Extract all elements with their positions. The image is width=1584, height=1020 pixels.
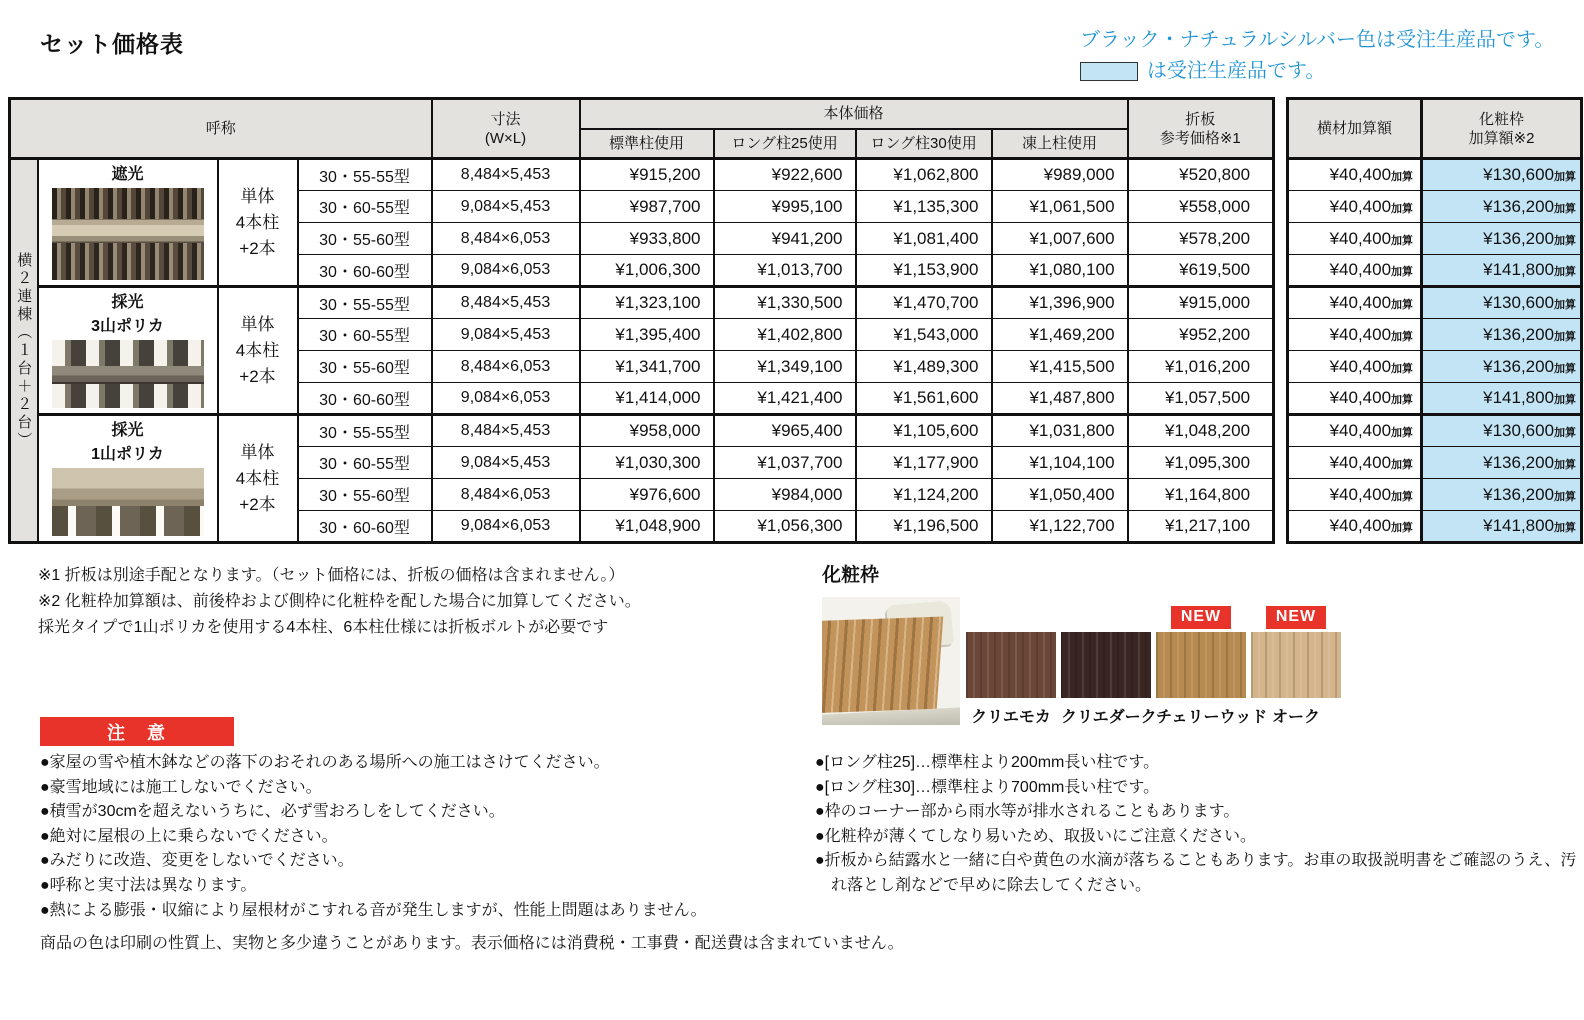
kasan-suffix: 加算: [1391, 490, 1414, 503]
new-badge: NEW: [1266, 606, 1326, 629]
kasan-suffix: 加算: [1554, 427, 1577, 439]
header-long30-pillar: ロング柱30使用: [856, 129, 992, 159]
price-seppan: ¥952,200: [1128, 319, 1274, 351]
header-dim-line1: 寸法: [490, 110, 521, 128]
header-seppan-price: [1128, 99, 1274, 159]
keshowaku-amount: ¥130,600: [1483, 293, 1555, 312]
pillar-line3: +2本: [239, 494, 276, 514]
kasan-suffix: 加算: [1554, 490, 1577, 503]
price-long30: ¥1,177,900: [856, 447, 992, 479]
order-note-line2: は受注生産品です。: [1147, 60, 1326, 82]
kasan-suffix: 加算: [1554, 299, 1577, 311]
right-notes: [815, 751, 1584, 899]
price-long30: ¥1,561,600: [856, 383, 992, 415]
pillar-line1: 単体: [240, 186, 275, 206]
price-yokozai: [1288, 287, 1422, 319]
price-seppan: ¥619,500: [1128, 255, 1274, 287]
price-long25: ¥1,421,400: [714, 383, 856, 415]
price-long30: ¥1,153,900: [856, 255, 992, 287]
keshowaku-amount: ¥130,600: [1483, 165, 1555, 184]
price-long30: ¥1,543,000: [856, 319, 992, 351]
pillar-spec: [218, 287, 298, 415]
product-name-line1: 遮光: [111, 166, 144, 183]
price-long25: ¥965,400: [714, 415, 856, 447]
caution-item: ●豪雪地域には施工しないでください。: [40, 778, 322, 796]
table-row: [10, 159, 1582, 191]
price-standard: ¥933,800: [580, 223, 714, 255]
price-long25: ¥984,000: [714, 479, 856, 511]
price-standard: ¥958,000: [580, 415, 714, 447]
price-keshowaku: [1422, 255, 1582, 287]
kasan-suffix: 加算: [1554, 394, 1577, 406]
price-keshowaku: [1422, 415, 1582, 447]
size-cell: 30・60-60型: [298, 383, 432, 415]
dim-cell: 8,484×6,053: [432, 351, 580, 383]
side-label: 横２連棟（１台＋２台）: [10, 159, 38, 543]
swatch-label: オーク: [1271, 709, 1320, 726]
header-long25-pillar: ロング柱25使用: [714, 129, 856, 159]
product-name: [39, 291, 217, 339]
price-keshowaku: [1422, 447, 1582, 479]
keshowaku-amount: ¥141,800: [1483, 516, 1555, 535]
size-cell: 30・60-55型: [298, 191, 432, 223]
price-seppan: ¥1,164,800: [1128, 479, 1274, 511]
size-cell: 30・55-60型: [298, 223, 432, 255]
price-standard: ¥1,323,100: [580, 287, 714, 319]
table-row: [10, 287, 1582, 319]
price-frost: ¥1,487,800: [992, 383, 1128, 415]
yokozai-amount: ¥40,400: [1329, 452, 1392, 472]
header-name: 呼称: [10, 99, 432, 159]
keshowaku-amount: ¥141,800: [1483, 388, 1555, 407]
price-long25: ¥1,402,800: [714, 319, 856, 351]
right-note-item: ●化粧枠が薄くてしなり易いため、取扱いにご注意ください。: [815, 827, 1257, 845]
price-frost: ¥1,061,500: [992, 191, 1128, 223]
header-dimensions: [432, 99, 580, 159]
swatch-color: [1061, 632, 1151, 698]
price-keshowaku: [1422, 479, 1582, 511]
price-long30: ¥1,124,200: [856, 479, 992, 511]
price-keshowaku: [1422, 511, 1582, 543]
price-frost: ¥1,469,200: [992, 319, 1128, 351]
price-long30: ¥1,135,300: [856, 191, 992, 223]
frame-photo-wood: [822, 617, 943, 714]
keshowaku-amount: ¥130,600: [1483, 421, 1555, 440]
kasan-suffix: 加算: [1554, 522, 1577, 534]
price-long25: ¥1,056,300: [714, 511, 856, 543]
product-cell-shade: [38, 159, 218, 287]
dim-cell: 8,484×5,453: [432, 415, 580, 447]
keshowaku-amount: ¥136,200: [1483, 324, 1555, 344]
price-frost: ¥1,031,800: [992, 415, 1128, 447]
header-kesho-line1: 化粧枠: [1479, 110, 1525, 128]
right-note-item: ●[ロング柱30]…標準柱より700mm長い柱です。: [815, 778, 1160, 796]
price-seppan: ¥1,048,200: [1128, 415, 1274, 447]
kasan-suffix: 加算: [1554, 266, 1577, 278]
price-table-wrap: [8, 97, 1583, 544]
yokozai-amount: ¥40,400: [1329, 165, 1392, 184]
caution-item: ●積雪が30cmを超えないうちに、必ず雪おろしをしてください。: [40, 803, 505, 821]
price-keshowaku: [1422, 319, 1582, 351]
price-yokozai: [1288, 319, 1422, 351]
yokozai-amount: ¥40,400: [1329, 356, 1392, 376]
price-seppan: ¥1,217,100: [1128, 511, 1274, 543]
product-photo-3yama: [52, 340, 204, 408]
price-frost: ¥989,000: [992, 159, 1128, 191]
caution-list: [40, 751, 795, 923]
kasan-suffix: 加算: [1391, 458, 1414, 471]
size-cell: 30・55-60型: [298, 351, 432, 383]
price-long25: ¥941,200: [714, 223, 856, 255]
pillar-line3: +2本: [239, 366, 276, 386]
pillar-line1: 単体: [240, 442, 275, 462]
swatch-cherrywood: [1156, 592, 1268, 727]
price-frost: ¥1,415,500: [992, 351, 1128, 383]
price-long30: ¥1,105,600: [856, 415, 992, 447]
header-seppan-line2: 参考価格※1: [1159, 129, 1241, 147]
price-long25: ¥922,600: [714, 159, 856, 191]
swatch-label: クリエダーク: [1061, 709, 1157, 726]
price-long30: ¥1,470,700: [856, 287, 992, 319]
price-seppan: ¥1,095,300: [1128, 447, 1274, 479]
keshowaku-amount: ¥136,200: [1483, 228, 1555, 248]
kasan-suffix: 加算: [1391, 171, 1414, 183]
yokozai-amount: ¥40,400: [1329, 484, 1392, 504]
price-frost: ¥1,396,900: [992, 287, 1128, 319]
dim-cell: 8,484×6,053: [432, 479, 580, 511]
price-yokozai: [1288, 415, 1422, 447]
swatch-color: [966, 632, 1056, 698]
footer-note: 商品の色は印刷の性質上、実物と多少違うことがあります。表示価格には消費税・工事費・配送費は含まれていません。: [40, 935, 904, 952]
price-long25: ¥1,037,700: [714, 447, 856, 479]
size-cell: 30・55-60型: [298, 479, 432, 511]
caution-item: ●絶対に屋根の上に乗らないでください。: [40, 827, 338, 845]
kasan-suffix: 加算: [1391, 299, 1414, 311]
header-seppan-line1: 折板: [1185, 110, 1216, 128]
header-keshowaku: [1422, 99, 1582, 159]
frame-corner-photo: [822, 597, 960, 725]
kasan-suffix: 加算: [1554, 171, 1577, 183]
kasan-suffix: 加算: [1391, 330, 1414, 343]
size-cell: 30・55-55型: [298, 415, 432, 447]
price-yokozai: [1288, 511, 1422, 543]
header-kesho-line2: 加算額※2: [1468, 129, 1535, 147]
price-keshowaku: [1422, 383, 1582, 415]
price-yokozai: [1288, 223, 1422, 255]
kasan-suffix: 加算: [1391, 234, 1414, 247]
price-standard: ¥987,700: [580, 191, 714, 223]
product-photo-1yama: [52, 468, 204, 536]
yokozai-amount: ¥40,400: [1329, 260, 1392, 279]
header-standard-pillar: 標準柱使用: [580, 129, 714, 159]
size-cell: 30・55-55型: [298, 159, 432, 191]
frame-color-swatches: [966, 592, 1346, 727]
swatch-color: [1251, 632, 1341, 698]
size-cell: 30・60-55型: [298, 319, 432, 351]
dim-cell: 9,084×5,453: [432, 447, 580, 479]
product-cell-1yama: [38, 415, 218, 543]
header-yokozai: 横材加算額: [1288, 99, 1422, 159]
price-standard: ¥1,414,000: [580, 383, 714, 415]
frame-section-title: 化粧枠: [822, 565, 880, 586]
price-frost: ¥1,050,400: [992, 479, 1128, 511]
yokozai-amount: ¥40,400: [1329, 388, 1392, 407]
yokozai-amount: ¥40,400: [1329, 421, 1392, 440]
pillar-line2: 4本柱: [235, 340, 280, 360]
price-yokozai: [1288, 479, 1422, 511]
size-cell: 30・60-60型: [298, 511, 432, 543]
yokozai-amount: ¥40,400: [1329, 324, 1392, 344]
right-note-item: ●枠のコーナー部から雨水等が排水されることもあります。: [815, 803, 1240, 821]
price-long25: ¥1,013,700: [714, 255, 856, 287]
price-keshowaku: [1422, 223, 1582, 255]
table-footnotes: [38, 563, 641, 641]
kasan-suffix: 加算: [1554, 330, 1577, 343]
footnote-2: ※2 化粧枠加算額は、前後枠および側枠に化粧枠を配した場合に加算してください。: [38, 593, 641, 610]
keshowaku-amount: ¥136,200: [1483, 452, 1555, 472]
price-standard: ¥1,395,400: [580, 319, 714, 351]
kasan-suffix: 加算: [1554, 234, 1577, 247]
pillar-line2: 4本柱: [235, 212, 280, 232]
kasan-suffix: 加算: [1554, 458, 1577, 471]
dim-cell: 8,484×6,053: [432, 223, 580, 255]
price-long30: ¥1,081,400: [856, 223, 992, 255]
swatch-color: [1156, 632, 1246, 698]
price-standard: ¥1,030,300: [580, 447, 714, 479]
price-seppan: ¥558,000: [1128, 191, 1274, 223]
price-seppan: ¥1,057,500: [1128, 383, 1274, 415]
price-frost: ¥1,007,600: [992, 223, 1128, 255]
product-name-line2: 3山ポリカ: [91, 318, 164, 335]
price-yokozai: [1288, 351, 1422, 383]
product-name-line2: 1山ポリカ: [91, 446, 164, 463]
kasan-suffix: 加算: [1391, 522, 1414, 534]
product-photo-shade: [52, 188, 204, 280]
price-keshowaku: [1422, 287, 1582, 319]
price-frost: ¥1,104,100: [992, 447, 1128, 479]
price-standard: ¥976,600: [580, 479, 714, 511]
caution-banner: 注 意: [40, 717, 234, 746]
footnote-1: ※1 折板は別途手配となります。（セット価格には、折板の価格は含まれません。）: [38, 567, 625, 584]
size-cell: 30・60-60型: [298, 255, 432, 287]
order-note-line1: ブラック・ナチュラルシルバー色は受注生産品です。: [1080, 29, 1555, 51]
kasan-suffix: 加算: [1391, 362, 1414, 375]
price-long25: ¥1,349,100: [714, 351, 856, 383]
kasan-suffix: 加算: [1391, 394, 1414, 406]
price-frost: ¥1,122,700: [992, 511, 1128, 543]
table-row: [10, 415, 1582, 447]
product-cell-3yama: [38, 287, 218, 415]
pillar-line3: +2本: [239, 238, 276, 258]
right-note-item: ●折板から結露水と一緒に白や黄色の水滴が落ちることもあります。お車の取扱説明書をご確認のうえ、汚れ落とし剤などで早めに除去してください。: [815, 852, 1577, 894]
price-standard: ¥915,200: [580, 159, 714, 191]
price-keshowaku: [1422, 351, 1582, 383]
page-title: セット価格表: [40, 31, 184, 57]
product-name: [39, 163, 217, 187]
price-long30: ¥1,062,800: [856, 159, 992, 191]
size-cell: 30・55-55型: [298, 287, 432, 319]
dim-cell: 9,084×6,053: [432, 383, 580, 415]
price-standard: ¥1,341,700: [580, 351, 714, 383]
dim-cell: 9,084×5,453: [432, 319, 580, 351]
made-to-order-note: [1080, 27, 1554, 84]
keshowaku-amount: ¥136,200: [1483, 484, 1555, 504]
swatch-kurieda-ku: [1061, 592, 1157, 727]
dim-cell: 8,484×5,453: [432, 159, 580, 191]
table-gap: [1274, 99, 1288, 543]
pillar-line1: 単体: [240, 314, 275, 334]
pillar-spec: [218, 159, 298, 287]
price-keshowaku: [1422, 191, 1582, 223]
yokozai-amount: ¥40,400: [1329, 293, 1392, 312]
keshowaku-amount: ¥141,800: [1483, 260, 1555, 279]
price-yokozai: [1288, 159, 1422, 191]
kasan-suffix: 加算: [1391, 266, 1414, 278]
product-name-line1: 採光: [111, 294, 144, 311]
product-name-line1: 採光: [111, 422, 144, 439]
keshowaku-amount: ¥136,200: [1483, 356, 1555, 376]
caution-item: ●呼称と実寸法は異なります。: [40, 876, 257, 894]
size-cell: 30・60-55型: [298, 447, 432, 479]
right-note-item: ●[ロング柱25]…標準柱より200mm長い柱です。: [815, 754, 1160, 771]
order-color-swatch: [1080, 62, 1138, 81]
yokozai-amount: ¥40,400: [1329, 516, 1392, 535]
price-seppan: ¥1,016,200: [1128, 351, 1274, 383]
price-yokozai: [1288, 447, 1422, 479]
kasan-suffix: 加算: [1391, 202, 1414, 215]
price-long30: ¥1,489,300: [856, 351, 992, 383]
price-keshowaku: [1422, 159, 1582, 191]
swatch-kuriemoka: [966, 592, 1056, 727]
price-long30: ¥1,196,500: [856, 511, 992, 543]
pillar-line2: 4本柱: [235, 468, 280, 488]
dim-cell: 9,084×5,453: [432, 191, 580, 223]
price-standard: ¥1,006,300: [580, 255, 714, 287]
price-yokozai: [1288, 191, 1422, 223]
header-body-price: 本体価格: [580, 99, 1128, 129]
price-frost: ¥1,080,100: [992, 255, 1128, 287]
kasan-suffix: 加算: [1554, 362, 1577, 375]
footnote-3: 採光タイプで1山ポリカを使用する4本柱、6本柱仕様には折板ボルトが必要です: [38, 619, 609, 636]
kasan-suffix: 加算: [1554, 202, 1577, 215]
header-frost-pillar: 凍上柱使用: [992, 129, 1128, 159]
price-table: [8, 97, 1583, 544]
yokozai-amount: ¥40,400: [1329, 196, 1392, 216]
price-seppan: ¥915,000: [1128, 287, 1274, 319]
kasan-suffix: 加算: [1391, 427, 1414, 439]
price-long25: ¥995,100: [714, 191, 856, 223]
price-seppan: ¥520,800: [1128, 159, 1274, 191]
swatch-label: チェリーウッド: [1156, 709, 1268, 726]
dim-cell: 9,084×6,053: [432, 255, 580, 287]
price-standard: ¥1,048,900: [580, 511, 714, 543]
price-yokozai: [1288, 255, 1422, 287]
price-seppan: ¥578,200: [1128, 223, 1274, 255]
price-yokozai: [1288, 383, 1422, 415]
caution-item: ●みだりに改造、変更をしないでください。: [40, 852, 354, 870]
caution-item: ●熱による膨張・収縮により屋根材がこすれる音が発生しますが、性能上問題はありません。: [40, 901, 707, 919]
dim-cell: 9,084×6,053: [432, 511, 580, 543]
product-name: [39, 419, 217, 467]
yokozai-amount: ¥40,400: [1329, 228, 1392, 248]
swatch-label: クリエモカ: [971, 709, 1051, 726]
price-long25: ¥1,330,500: [714, 287, 856, 319]
dim-cell: 8,484×5,453: [432, 287, 580, 319]
swatch-oak: [1251, 592, 1341, 727]
pillar-spec: [218, 415, 298, 543]
new-badge: NEW: [1171, 606, 1231, 629]
caution-item: ●家屋の雪や植木鉢などの落下のおそれのある場所への施工はさけてください。: [40, 754, 610, 771]
keshowaku-amount: ¥136,200: [1483, 196, 1555, 216]
header-dim-line2: (W×L): [484, 129, 527, 147]
